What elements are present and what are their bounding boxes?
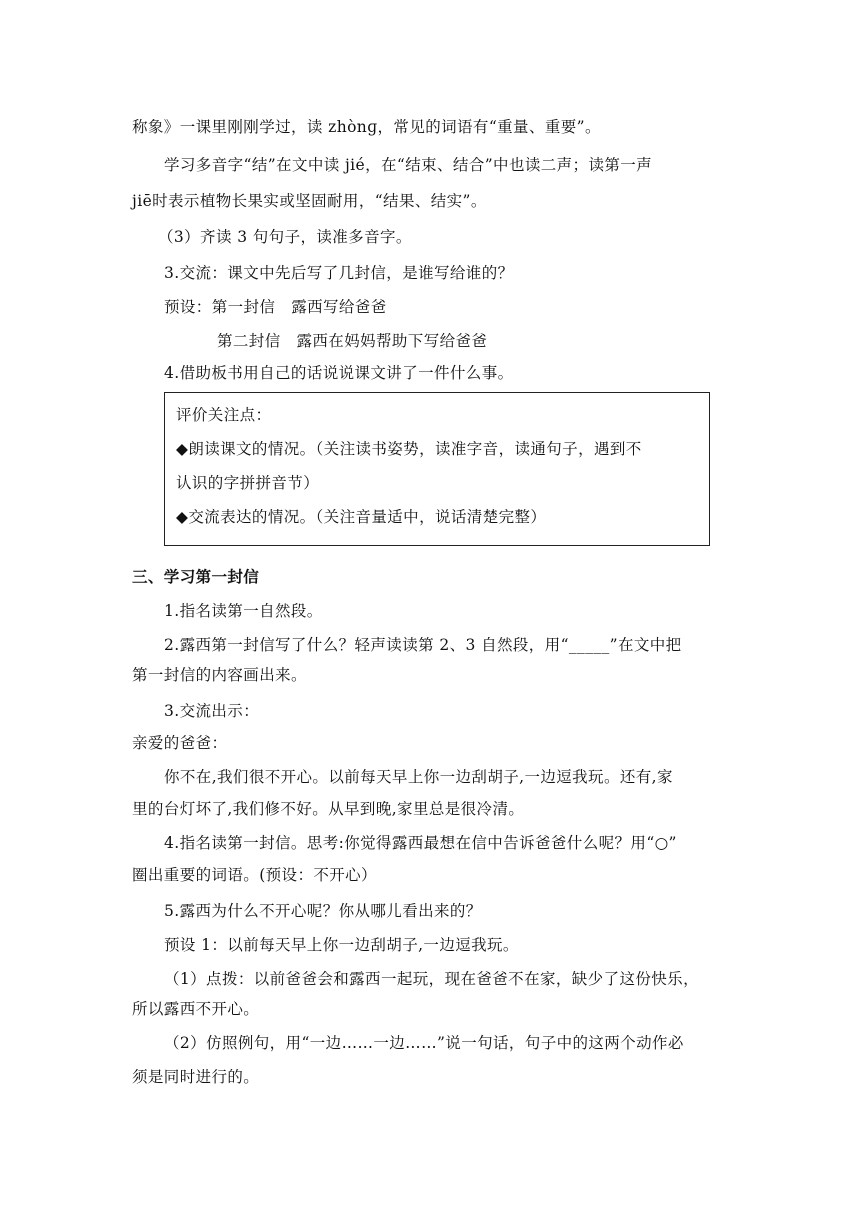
paragraph-line: 4.指名读第一封信。思考:你觉得露西最想在信中告诉爸爸什么呢？用“○”	[164, 834, 677, 852]
letter-line: 里的台灯坏了,我们修不好。从早到晚,家里总是很冷清。	[132, 800, 525, 818]
paragraph-line: 2.露西第一封信写了什么？轻声读读第 2、3 自然段，用“_____”在文中把	[164, 636, 682, 654]
paragraph-line: （3）齐读 3 句句子，读准多音字。	[158, 228, 412, 246]
paragraph-line: 5.露西为什么不开心呢？你从哪儿看出来的？	[164, 902, 482, 920]
paragraph-line: 预设 1：以前每天早上你一边刮胡子,一边逗我玩。	[164, 936, 519, 954]
section-heading: 三、学习第一封信	[132, 567, 260, 586]
paragraph-line: 须是同时进行的。	[132, 1068, 260, 1086]
paragraph-line: 3.交流出示：	[164, 702, 260, 720]
letter-line: 你不在,我们很不开心。以前每天早上你一边刮胡子,一边逗我玩。还有,家	[164, 768, 673, 786]
paragraph-line: 第二封信 露西在妈妈帮助下写给爸爸	[217, 332, 488, 350]
paragraph-line: 称象》一课里刚刚学过，读 zhònɡ，常见的词语有“重量、重要”。	[132, 118, 601, 136]
evaluation-point: ◆朗读课文的情况。（关注读书姿势，读准字音，读通句子，遇到不	[176, 440, 642, 458]
paragraph-line: 预设：第一封信 露西写给爸爸	[164, 298, 387, 316]
paragraph-line: 3.交流：课文中先后写了几封信，是谁写给谁的？	[164, 264, 514, 282]
paragraph-line: jiē时表示植物长果实或坚固耐用，“结果、结实”。	[132, 192, 487, 210]
paragraph-line: 学习多音字“结”在文中读 jié，在“结束、结合”中也读二声；读第一声	[164, 156, 653, 174]
paragraph-line: 4.借助板书用自己的话说说课文讲了一件什么事。	[164, 364, 514, 382]
evaluation-point: 认识的字拼拼音节）	[176, 474, 320, 492]
paragraph-line: 圈出重要的词语。(预设：不开心）	[132, 866, 377, 884]
paragraph-line: 所以露西不开心。	[132, 1000, 260, 1018]
evaluation-point: ◆交流表达的情况。（关注音量适中，说话清楚完整）	[176, 508, 547, 526]
letter-greeting: 亲爱的爸爸：	[132, 734, 228, 752]
paragraph-line: （2）仿照例句，用“一边……一边……”说一句话，句子中的这两个动作必	[164, 1034, 684, 1052]
paragraph-line: 第一封信的内容画出来。	[132, 666, 307, 684]
paragraph-line: 1.指名读第一自然段。	[164, 602, 323, 620]
paragraph-line: （1）点拨：以前爸爸会和露西一起玩，现在爸爸不在家，缺少了这份快乐，	[164, 970, 699, 988]
evaluation-box-title: 评价关注点：	[176, 406, 272, 424]
